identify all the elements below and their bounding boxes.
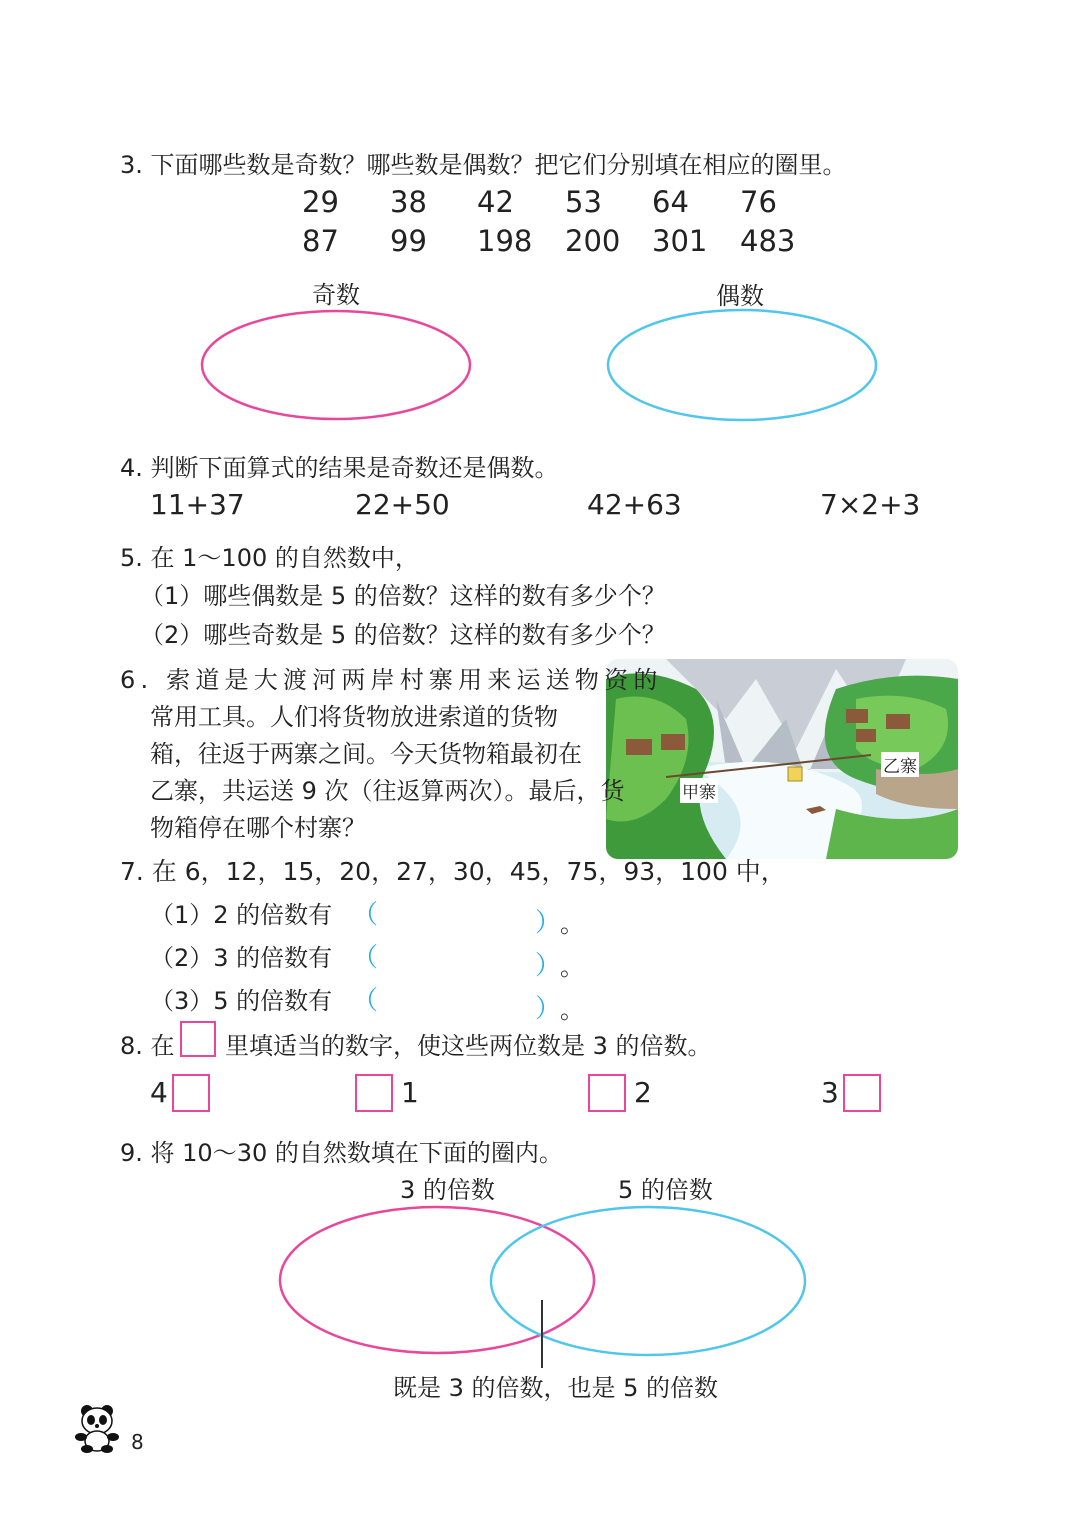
q3-number: 38 xyxy=(390,185,427,219)
q3-number: 29 xyxy=(302,185,339,219)
q3-number: 64 xyxy=(652,185,689,219)
answer-close-paren: ） xyxy=(535,994,562,1024)
q6-line: 物箱停在哪个村寨？ xyxy=(150,814,366,842)
multiples-of-5-label: 5 的倍数 xyxy=(618,1176,713,1204)
q8-title-prefix: 8. 在 xyxy=(120,1032,175,1060)
answer-close-paren: ） xyxy=(535,908,562,938)
page-number: 8 xyxy=(131,1430,144,1454)
even-label: 偶数 xyxy=(716,282,764,310)
answer-open-paren: （ xyxy=(352,943,379,973)
q3-number: 42 xyxy=(477,185,514,219)
q3-number: 87 xyxy=(302,224,339,258)
answer-close-paren: ） xyxy=(535,951,562,981)
q8-digit: 4 xyxy=(150,1076,168,1109)
answer-period: 。 xyxy=(560,996,584,1024)
answer-open-paren: （ xyxy=(352,900,379,930)
q8-digit: 1 xyxy=(401,1076,419,1109)
q6-line: 常用工具。人们将货物放进索道的货物 xyxy=(150,703,558,731)
q8-digit: 2 xyxy=(634,1076,652,1109)
q6-line: 6. 索道是大渡河两岸村寨用来运送物资的 xyxy=(120,666,663,694)
q3-number: 99 xyxy=(390,224,427,258)
q3-number: 53 xyxy=(565,185,602,219)
q5-sub2: （2）哪些奇数是 5 的倍数？这样的数有多少个？ xyxy=(140,621,666,649)
q3-number: 198 xyxy=(477,224,533,258)
odd-label: 奇数 xyxy=(312,281,360,309)
answer-period: 。 xyxy=(560,910,584,938)
q3-title: 3. 下面哪些数是奇数？哪些数是偶数？把它们分别填在相应的圈里。 xyxy=(120,151,847,179)
q6-line: 乙寨，共运送 9 次（往返算两次）。最后，货 xyxy=(150,777,625,805)
q8-title-suffix: 里填适当的数字，使这些两位数是 3 的倍数。 xyxy=(225,1032,712,1060)
q5-title: 5. 在 1～100 的自然数中， xyxy=(120,544,419,572)
q3-number: 76 xyxy=(740,185,777,219)
q4-expression: 11+37 xyxy=(150,488,245,521)
answer-period: 。 xyxy=(560,953,584,981)
q3-number: 200 xyxy=(565,224,621,258)
q7-sub2: （2）3 的倍数有 xyxy=(150,944,333,972)
q6-line: 箱，往返于两寨之间。今天货物箱最初在 xyxy=(150,740,582,768)
village-b-label: 乙寨 xyxy=(881,752,919,777)
q3-number: 483 xyxy=(740,224,796,258)
q8-digit: 3 xyxy=(821,1076,839,1109)
q4-expression: 42+63 xyxy=(587,488,682,521)
q7-title: 7. 在 6，12，15，20，27，30，45，75，93，100 中， xyxy=(120,857,786,886)
q3-number: 301 xyxy=(652,224,708,258)
multiples-of-5-ring[interactable] xyxy=(491,1207,805,1355)
village-a-label: 甲寨 xyxy=(680,778,718,803)
panda-icon xyxy=(73,1403,121,1453)
q7-sub1: （1）2 的倍数有 xyxy=(150,901,333,929)
q4-expression: 7×2+3 xyxy=(820,488,921,521)
multiples-of-3-ring[interactable] xyxy=(280,1207,594,1353)
intersection-label: 既是 3 的倍数，也是 5 的倍数 xyxy=(393,1374,719,1402)
q4-title: 4. 判断下面算式的结果是奇数还是偶数。 xyxy=(120,454,559,482)
q7-sub3: （3）5 的倍数有 xyxy=(150,987,333,1015)
q9-title: 9. 将 10～30 的自然数填在下面的圈内。 xyxy=(120,1139,563,1167)
q5-sub1: （1）哪些偶数是 5 的倍数？这样的数有多少个？ xyxy=(140,582,666,610)
q4-expression: 22+50 xyxy=(355,488,450,521)
multiples-of-3-label: 3 的倍数 xyxy=(400,1176,495,1204)
answer-open-paren: （ xyxy=(352,986,379,1016)
